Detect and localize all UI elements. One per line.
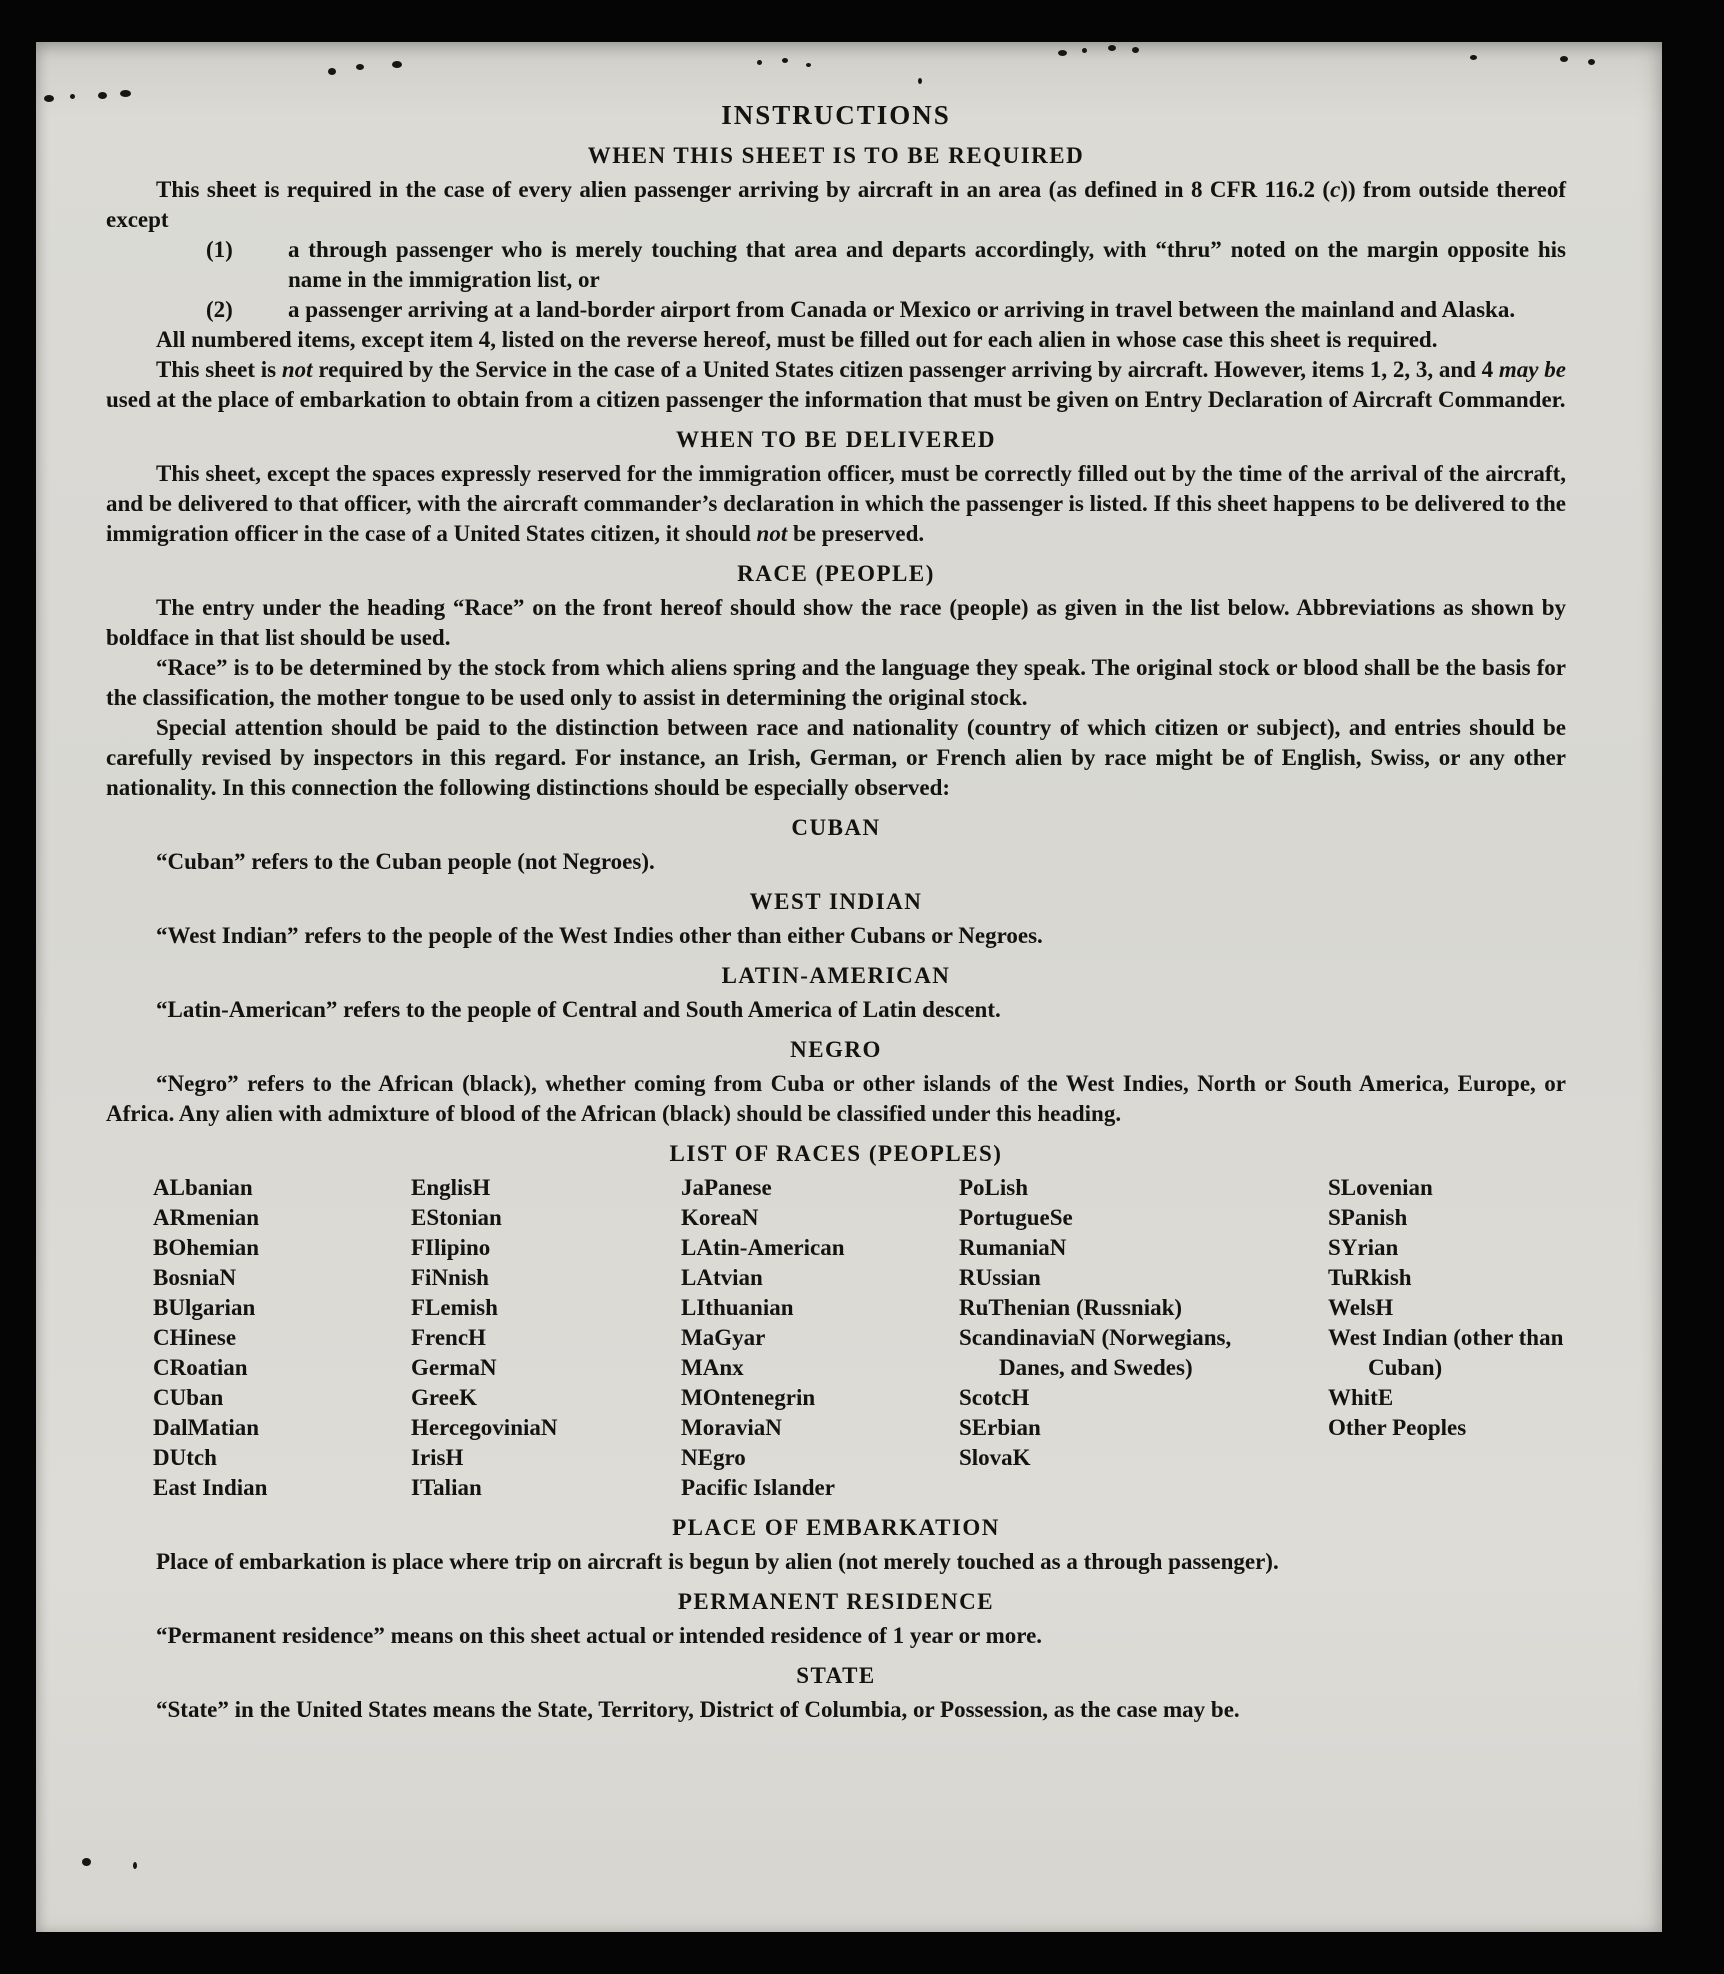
race-list-item: RuThenian (Russniak) [959, 1295, 1183, 1320]
heading-race-people: RACE (PEOPLE) [737, 561, 935, 586]
heading-when-required: WHEN THIS SHEET IS TO BE REQUIRED [587, 143, 1085, 168]
race-list-item: CUban [153, 1385, 224, 1410]
race-column-5 [1328, 1173, 1566, 1503]
text-segment-italic: c [1330, 177, 1341, 202]
para-race-vs-nationality: Special attention should be paid to the distinction between race and nationality (country of which citizen or subject), and entries should be carefully revised by inspectors in this regard. For instance, an Irish, German, or French alien by race might be of English, Swiss, or any other nationality. In this connection the following distinctions should be especially observed: [106, 715, 1566, 800]
race-list-item: ITalian [411, 1475, 482, 1500]
text-segment: a passenger arriving at a land-border airport from Canada or Mexico or arriving in travel between the mainland and Alaska. [288, 297, 1516, 322]
para-west-indian: “West Indian” refers to the people of the West Indies other than either Cubans or Negroes. [156, 923, 1043, 948]
para-state: “State” in the United States means the State, Territory, District of Columbia, or Possession, as the case may be. [156, 1697, 1240, 1722]
para-not-required-citizen [106, 355, 1566, 415]
scan-speck [328, 68, 336, 75]
race-list-item: DalMatian [153, 1415, 260, 1440]
race-column-3 [681, 1173, 959, 1503]
race-list-item: SErbian [959, 1415, 1041, 1440]
scan-speck [82, 1858, 91, 1866]
scan-speck [70, 94, 75, 99]
race-list-item: FrencH [411, 1325, 486, 1350]
text-segment: used at the place of embarkation to obtain from a citizen passenger the information that must be given on Entry Declaration of Aircraft Commander. [106, 387, 1566, 412]
race-list-item: BOhemian [153, 1235, 260, 1260]
text-segment: This sheet is [156, 357, 282, 382]
race-list-item: BosniaN [153, 1265, 237, 1290]
heading-cuban: CUBAN [791, 815, 881, 840]
race-column-4 [959, 1173, 1328, 1503]
heading-negro: NEGRO [790, 1037, 882, 1062]
race-list-item: TuRkish [1328, 1265, 1412, 1290]
heading-list-of-races: LIST OF RACES (PEOPLES) [669, 1141, 1003, 1166]
race-list-item: WhitE [1328, 1385, 1394, 1410]
race-list-item: IrisH [411, 1445, 464, 1470]
text-segment: be preserved. [787, 521, 925, 546]
race-list-item: GermaN [411, 1355, 497, 1380]
race-list-item: Pacific Islander [681, 1475, 835, 1500]
para-cuban: “Cuban” refers to the Cuban people (not Negroes). [156, 849, 655, 874]
race-column-2 [411, 1173, 681, 1503]
text-segment: This sheet is required in the case of every alien passenger arriving by aircraft in an area (as defined in 8 CFR 116.2 ( [156, 177, 1331, 202]
scan-speck [1132, 47, 1139, 53]
para-place-of-embarkation: Place of embarkation is place where trip on aircraft is begun by alien (not merely touched as a through passenger). [156, 1549, 1279, 1574]
race-list-item: LAtin-American [681, 1235, 845, 1260]
scan-speck [1470, 55, 1477, 60]
race-list-item: ScotcH [959, 1385, 1030, 1410]
scan-speck [392, 61, 402, 68]
text-segment-italic: not [756, 521, 788, 546]
scan-speck [44, 95, 54, 102]
race-list-item: FIlipino [411, 1235, 491, 1260]
race-list-item: MaGyar [681, 1325, 766, 1350]
race-list-item: ARmenian [153, 1205, 260, 1230]
race-list-item: NEgro [681, 1445, 746, 1470]
race-list-item: WelsH [1328, 1295, 1394, 1320]
race-list-item: CHinese [153, 1325, 237, 1350]
doc-title: INSTRUCTIONS [721, 100, 951, 130]
heading-state: STATE [796, 1663, 876, 1688]
scan-speck [918, 78, 922, 84]
race-list-item: MOntenegrin [681, 1385, 816, 1410]
para-race-determined: “Race” is to be determined by the stock from which aliens spring and the language they speak. The original stock or blood shall be the basis for the classification, the mother tongue to be used only to assist in determining the original stock. [106, 655, 1566, 710]
race-list-item: PortugueSe [959, 1205, 1073, 1230]
race-column-1 [153, 1173, 411, 1503]
race-list-item: FiNnish [411, 1265, 489, 1290]
race-list-item: KoreaN [681, 1205, 759, 1230]
scan-speck [1108, 45, 1116, 51]
race-list-item: DUtch [153, 1445, 217, 1470]
text-segment: This sheet, except the spaces expressly reserved for the immigration officer, must be correctly filled out by the time of the arrival of the aircraft, and be delivered to that officer, with the aircraft commander’s declaration in which the passenger is listed. If this sheet happens to be delivered to the immigration officer in the case of a United States citizen, it should [106, 461, 1566, 546]
item-number: (2) [206, 297, 233, 322]
scan-speck [133, 1862, 137, 1869]
race-list-item: HercegoviniaN [411, 1415, 558, 1440]
race-list-item: RUssian [959, 1265, 1041, 1290]
race-list-item: PoLish [959, 1175, 1029, 1200]
item-number: (1) [206, 237, 233, 262]
race-list-item: MAnx [681, 1355, 744, 1380]
race-list-item: Other Peoples [1328, 1415, 1467, 1440]
numbered-item-2 [106, 295, 1566, 325]
race-list-item: GreeK [411, 1385, 477, 1410]
text-segment: a through passenger who is merely touching that area and departs accordingly, with “thru” noted on the margin opposite his name in the immigration list, or [288, 237, 1566, 292]
heading-west-indian: WEST INDIAN [749, 889, 923, 914]
scan-speck [1082, 48, 1087, 53]
race-list-item: SPanish [1328, 1205, 1408, 1230]
race-list [106, 1173, 1566, 1503]
text-segment: )) from outside thereof except [106, 177, 1566, 232]
race-list-item: ScandinaviaN (Norwegians, Danes, and Swedes) [959, 1325, 1232, 1380]
para-negro: “Negro” refers to the African (black), whether coming from Cuba or other islands of the West Indies, North or South America, Europe, or Africa. Any alien with admixture of blood of the African (black) should be classified under this heading. [106, 1071, 1566, 1126]
paper-sheet [36, 42, 1662, 1932]
text-segment-italic: not [281, 357, 313, 382]
para-race-entry: The entry under the heading “Race” on the front hereof should show the race (people) as given in the list below. Abbreviations as shown by boldface in that list should be used. [106, 595, 1566, 650]
scan-speck [1560, 56, 1568, 62]
text-segment-italic: may be [1498, 357, 1566, 382]
numbered-item-1 [106, 235, 1566, 295]
race-list-item: EStonian [411, 1205, 502, 1230]
para-latin-american: “Latin-American” refers to the people of Central and South America of Latin descent. [156, 997, 1001, 1022]
para-all-numbered-items: All numbered items, except item 4, listed on the reverse hereof, must be filled out for each alien in whose case this sheet is required. [156, 327, 1438, 352]
race-list-item: SYrian [1328, 1235, 1399, 1260]
scan-speck [356, 64, 364, 70]
scan-speck [1588, 59, 1595, 65]
race-list-item: FLemish [411, 1295, 498, 1320]
race-list-item: SlovaK [959, 1445, 1031, 1470]
para-permanent-residence: “Permanent residence” means on this sheet actual or intended residence of 1 year or more. [156, 1623, 1043, 1648]
race-list-item: BUlgarian [153, 1295, 256, 1320]
race-list-item: East Indian [153, 1475, 268, 1500]
race-list-item: West Indian (other than Cuban) [1328, 1325, 1564, 1380]
scan-speck [120, 90, 131, 97]
race-list-item: LIthuanian [681, 1295, 794, 1320]
race-list-item: JaPanese [681, 1175, 772, 1200]
scan-speck [1058, 50, 1067, 56]
para-when-required [106, 175, 1566, 235]
race-list-item: MoraviaN [681, 1415, 782, 1440]
heading-latin-american: LATIN-AMERICAN [721, 963, 951, 988]
race-list-item: RumaniaN [959, 1235, 1067, 1260]
scan-speck [98, 92, 107, 99]
heading-when-delivered: WHEN TO BE DELIVERED [676, 427, 996, 452]
scan-speck [782, 58, 788, 63]
race-list-item: CRoatian [153, 1355, 248, 1380]
heading-place-of-embarkation: PLACE OF EMBARKATION [672, 1515, 1000, 1540]
race-list-item: EnglisH [411, 1175, 491, 1200]
scan-speck [806, 63, 811, 67]
race-list-item: SLovenian [1328, 1175, 1433, 1200]
scan-speck [757, 60, 762, 65]
race-list-item: ALbanian [153, 1175, 253, 1200]
heading-permanent-residence: PERMANENT RESIDENCE [677, 1589, 995, 1614]
text-segment: required by the Service in the case of a United States citizen passenger arriving by aircraft. However, items 1, 2, 3, and 4 [312, 357, 1499, 382]
para-when-delivered [106, 459, 1566, 549]
race-list-item: LAtvian [681, 1265, 763, 1290]
